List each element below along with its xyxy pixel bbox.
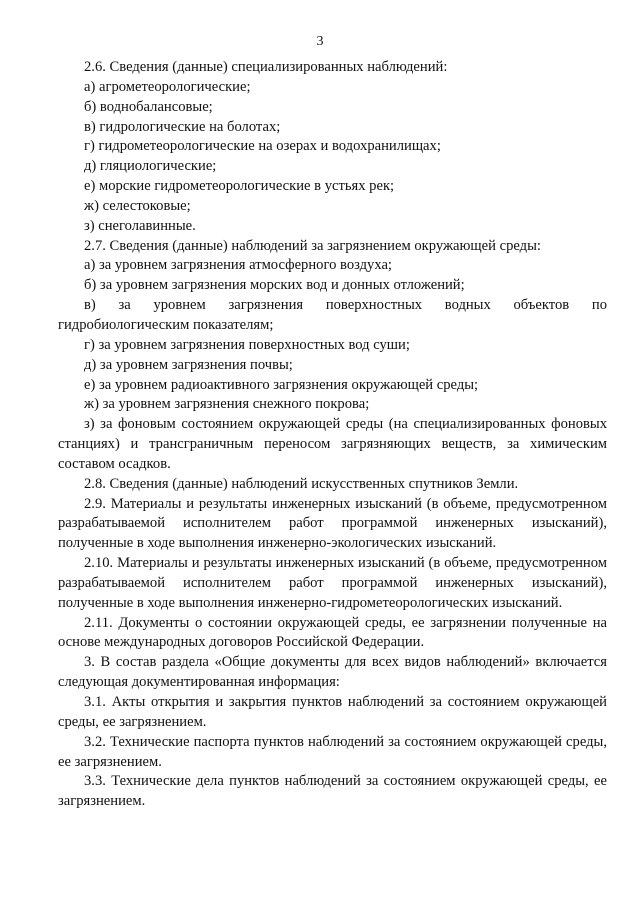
list-item-z: з) за фоновым состоянием окружающей среды (на специализированных фоновых станциях) и трансграничным переносом загрязняющих веществ, за химическим составом осадков. xyxy=(58,416,607,472)
paragraph-2-6: 2.6. Сведения (данные) специализированных наблюдений: xyxy=(84,59,448,75)
paragraph-3-1: 3.1. Акты открытия и закрытия пунктов наблюдений за состоянием окружающей среды, ее загрязнением. xyxy=(58,694,607,730)
paragraph-3-2: 3.2. Технические паспорта пунктов наблюдений за состоянием окружающей среды, ее загрязнением. xyxy=(58,733,607,770)
paragraph-2-10: 2.10. Материалы и результаты инженерных изысканий (в объеме, предусмотренном разрабатываемой исполнителем работ программой инженерных изысканий), полученные в ходе выполнения инженерно-гидрометеорологических изысканий. xyxy=(58,555,607,611)
list-item-d: д) за уровнем загрязнения почвы; xyxy=(84,356,293,373)
document-body xyxy=(58,58,607,812)
paragraph-2-11: 2.11. Документы о состоянии окружающей среды, ее загрязнении полученные на основе международных договоров Российской Федерации. xyxy=(58,614,607,651)
page-number: 3 xyxy=(316,34,324,49)
list-item-v: в) за уровнем загрязнения поверхностных водных объектов по гидробиологическим показателям; xyxy=(58,297,607,333)
paragraph-3-3: 3.3. Технические дела пунктов наблюдений за состоянием окружающей среды, ее загрязнением. xyxy=(58,773,607,810)
list-item-g: г) гидрометеорологические на озерах и водохранилищах; xyxy=(84,138,441,155)
list-item-e: е) за уровнем радиоактивного загрязнения окружающей среды; xyxy=(84,376,479,393)
list-item-b: б) за уровнем загрязнения морских вод и донных отложений; xyxy=(84,277,465,294)
list-item-a: а) агрометеорологические; xyxy=(84,78,251,95)
paragraph-3: 3. В состав раздела «Общие документы для всех видов наблюдений» включается следующая документированная информация: xyxy=(58,654,607,691)
list-item-zh: ж) за уровнем загрязнения снежного покрова; xyxy=(84,396,370,413)
list-item-v: в) гидрологические на болотах; xyxy=(84,118,281,135)
list-item-d: д) гляциологические; xyxy=(84,158,217,175)
list-item-b: б) воднобалансовые; xyxy=(84,98,213,115)
paragraph-2-7: 2.7. Сведения (данные) наблюдений за загрязнением окружающей среды: xyxy=(84,237,541,254)
list-item-z: з) снеголавинные. xyxy=(84,217,196,234)
list-item-a: а) за уровнем загрязнения атмосферного воздуха; xyxy=(84,257,392,274)
list-item-g: г) за уровнем загрязнения поверхностных вод суши; xyxy=(84,336,410,353)
paragraph-2-9: 2.9. Материалы и результаты инженерных изысканий (в объеме, предусмотренном разрабатываемой исполнителем работ программой инженерных изысканий), полученные в ходе выполнения инженерно-экологических изысканий. xyxy=(58,495,607,552)
list-item-zh: ж) селестоковые; xyxy=(84,197,191,214)
paragraph-2-8: 2.8. Сведения (данные) наблюдений искусственных спутников Земли. xyxy=(84,475,519,492)
list-item-e: е) морские гидрометеорологические в устьях рек; xyxy=(84,178,395,195)
